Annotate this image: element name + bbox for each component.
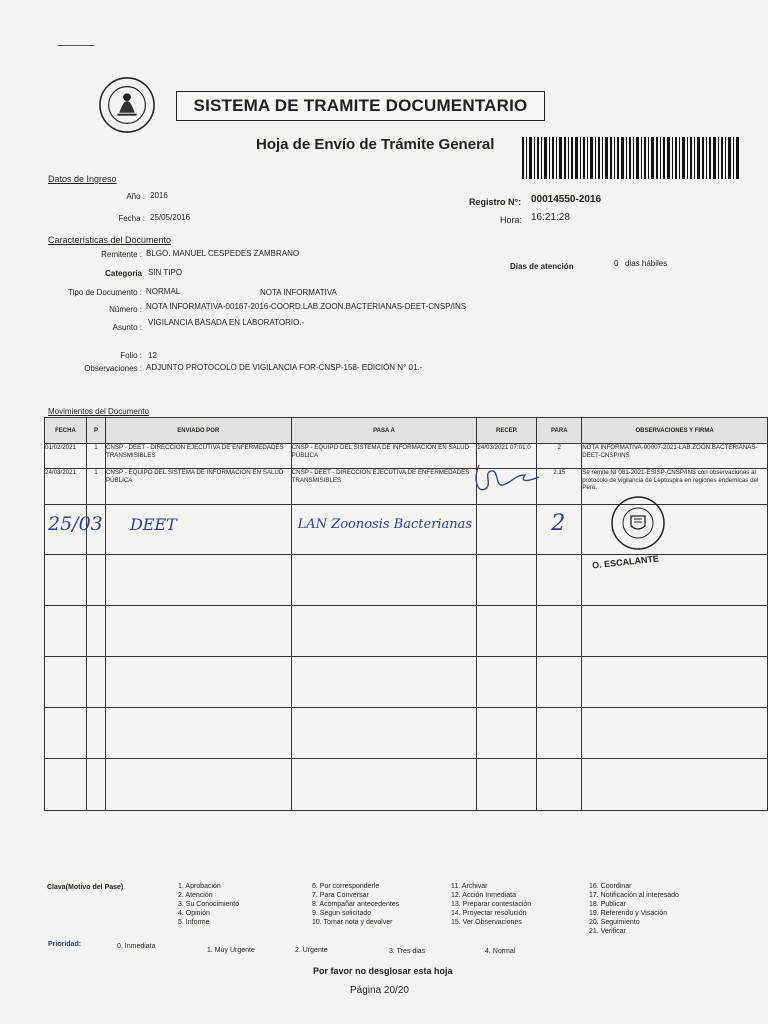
footer-note: Por favor no desglosar esta hoja xyxy=(313,966,453,976)
table-row xyxy=(45,657,768,708)
row1-fecha: 01/02/2021 xyxy=(45,444,87,469)
clave-item: 7. Para Conversar xyxy=(312,892,369,899)
page-number: Página 20/20 xyxy=(350,985,409,996)
asunto-label: Asunto : xyxy=(112,323,142,332)
clave-item: 2. Atención xyxy=(178,892,213,899)
prioridad-label: Prioridad: xyxy=(48,941,82,948)
registro-value: 00014550-2016 xyxy=(531,194,602,205)
table-row xyxy=(45,606,768,657)
form-title: Hoja de Envío de Trámite General xyxy=(256,136,495,153)
table-header-row xyxy=(45,418,768,444)
asunto-value: VIGILANCIA BASADA EN LABORATORIO.- xyxy=(148,318,305,327)
col-recep: RECEP. xyxy=(477,418,537,444)
tipo-documento-value: NORMAL xyxy=(146,287,181,296)
anio-value: 2016 xyxy=(150,191,168,200)
clave-item: 16. Coordinar xyxy=(589,883,632,890)
categoria-value: SIN TIPO xyxy=(148,268,183,277)
col-fecha: FECHA xyxy=(45,418,87,444)
clave-item: 6. Por corresponderle xyxy=(312,883,380,890)
institution-stamp-icon xyxy=(598,493,678,557)
clave-item: 21. Verificar xyxy=(589,928,626,935)
clave-item: 11. Archivar xyxy=(451,883,488,890)
hand-para-cell xyxy=(537,505,582,555)
clave-item: 9. Segun solicitado xyxy=(312,910,372,917)
claves-col4 xyxy=(589,882,679,936)
row1-enviado: CNSP - DEET - DIRECCIÓN EJECUTIVA DE ENFERMEDADES TRANSMISIBLES xyxy=(105,444,291,469)
prioridad-option: 1. Muy Urgente xyxy=(207,947,255,954)
clave-item: 15. Ver Observaciones xyxy=(451,919,522,926)
clave-item: 3. Su Conocimiento xyxy=(178,901,240,908)
hora-label: Hora: xyxy=(500,215,523,225)
claves-col3 xyxy=(451,882,531,927)
row1-pasa: CNSP - EQUIPO DEL SISTEMA DE INFORMACIÓN EN SALUD PÚBLICA xyxy=(291,444,477,469)
stamp-signer: O. ESCALANTE xyxy=(591,553,660,571)
clave-item: 4. Opinión xyxy=(178,910,210,917)
row1-recep: 24/03/2021 07:01:0 xyxy=(477,444,537,469)
dias-atencion-value: 0 xyxy=(614,259,619,268)
claves-col2 xyxy=(312,882,399,927)
clave-item: 17. Notificación al interesado xyxy=(589,892,679,899)
caracteristicas-heading: Características del Documento xyxy=(48,235,172,245)
dias-atencion-label: Dias de atención xyxy=(510,262,574,271)
system-title: SISTEMA DE TRAMITE DOCUMENTARIO xyxy=(176,91,545,121)
registro-label: Registro N°: xyxy=(469,197,522,207)
movimientos-table xyxy=(44,417,768,811)
signature-icon xyxy=(469,459,549,499)
tipo-documento-label: Tipo de Documento : xyxy=(68,288,142,297)
row2-para: 2.15 xyxy=(537,469,582,505)
hora-value: 16:21:28 xyxy=(531,212,570,223)
hand-fecha: 25/03 xyxy=(48,513,103,535)
numero-label: Número : xyxy=(109,305,142,314)
row2-enviado: CNSP - EQUIPO DEL SISTEMA DE INFORMACIÓN EN SALUD PÚBLICA xyxy=(105,469,291,505)
prioridad-option: 4. Normal xyxy=(485,948,516,955)
ministry-seal-icon xyxy=(98,76,156,134)
col-enviado-por: ENVIADO POR xyxy=(105,418,291,444)
table-row xyxy=(45,505,768,555)
prioridad-option: 3. Tres dias xyxy=(389,948,426,955)
categoria-label: Categoria xyxy=(105,269,142,278)
tipo-documento-value2: NOTA INFORMATIVA xyxy=(260,288,337,297)
hand-enviado-cell xyxy=(105,505,291,555)
clave-item: 14. Proyectar resolución xyxy=(451,910,527,917)
clave-item: 13. Preparar contestación xyxy=(451,901,532,908)
folio-label: Folio : xyxy=(120,351,142,360)
table-row xyxy=(45,444,768,469)
row2-pasa: CNSP - DEET - DIRECCIÓN EJECUTIVA DE ENFERMEDADES TRANSMISIBLES xyxy=(291,469,477,505)
clave-item: 1. Aprobación xyxy=(178,883,221,890)
col-para: PARA xyxy=(537,418,582,444)
clave-item: 19. Referendo y Visación xyxy=(589,910,668,917)
col-observaciones: OBSERVACIONES Y FIRMA xyxy=(582,418,768,444)
hand-pasa: LAN Zoonosis Bacterianas xyxy=(297,517,473,532)
clave-item: 8. Acompañar antecedentes xyxy=(312,901,400,908)
folio-value: 12 xyxy=(148,351,157,360)
datos-ingreso-heading: Datos de Ingreso xyxy=(48,174,117,184)
row1-p: 1 xyxy=(86,444,105,469)
clave-item: 5. Informe xyxy=(178,919,210,926)
row1-para: 2 xyxy=(537,444,582,469)
clave-item: 18. Publicar xyxy=(589,901,626,908)
table-row xyxy=(45,708,768,759)
col-p: P xyxy=(86,418,105,444)
claves-label: Clava(Motivo del Pase) xyxy=(47,884,124,891)
hand-fecha-cell xyxy=(45,505,103,555)
numero-value: NOTA INFORMATIVA-00167-2016-COORD.LAB.ZOON.BACTERIANAS-DEET-CNSP/INS xyxy=(146,302,467,311)
hand-para: 2 xyxy=(551,511,566,536)
row1-obs: NOTA INFORMATIVA-00007-2021-LAB.ZOON.BACTERIANAS-DEET-CNSP/INS xyxy=(582,444,768,469)
clave-item: 20. Seguimiento xyxy=(589,919,640,926)
stamp-cell xyxy=(582,505,768,571)
movimientos-heading: Movimientos del Documento xyxy=(48,407,149,416)
row2-fecha: 24/03/2021 xyxy=(45,469,87,505)
observaciones-value: ADJUNTO PROTOCOLO DE VIGILANCIA FOR-CNSP-158- EDICIÓN N° 01.- xyxy=(146,363,423,372)
observaciones-label: Observaciones : xyxy=(84,364,142,373)
claves-col1 xyxy=(178,882,239,927)
hand-recep-cell xyxy=(477,505,537,555)
row2-p: 1 xyxy=(86,469,105,505)
col-pasa-a: PASA A xyxy=(291,418,477,444)
remitente-label: Remitente : xyxy=(101,250,142,259)
top-scan-mark xyxy=(58,45,94,46)
dias-atencion-unit: dias hábiles xyxy=(625,259,668,268)
clave-item: 10. Tomar nota y devolver xyxy=(312,919,393,926)
row2-recep xyxy=(477,469,537,505)
hand-pasa-cell xyxy=(291,505,477,555)
barcode-icon xyxy=(522,137,740,179)
anio-label: Año : xyxy=(126,192,145,201)
prioridad-option: 0. Inmediata xyxy=(117,943,156,950)
remitente-value: BLGO. MANUEL CESPEDES ZAMBRANO xyxy=(146,249,300,258)
prioridad-option: 2. Urgente xyxy=(295,947,328,954)
row2-obs: Se remite NI 081-2021-ESISP-CNSP/INS con observaciones al protocolo de vigilancia de Leptospira en regiones endemicas del Perú. xyxy=(582,469,768,505)
hand-enviado: DEET xyxy=(129,515,177,534)
clave-item: 12. Acción Inmediata xyxy=(451,892,516,899)
fecha-label: Fecha : xyxy=(118,214,145,223)
fecha-value: 25/05/2016 xyxy=(150,213,191,222)
table-row xyxy=(45,759,768,811)
